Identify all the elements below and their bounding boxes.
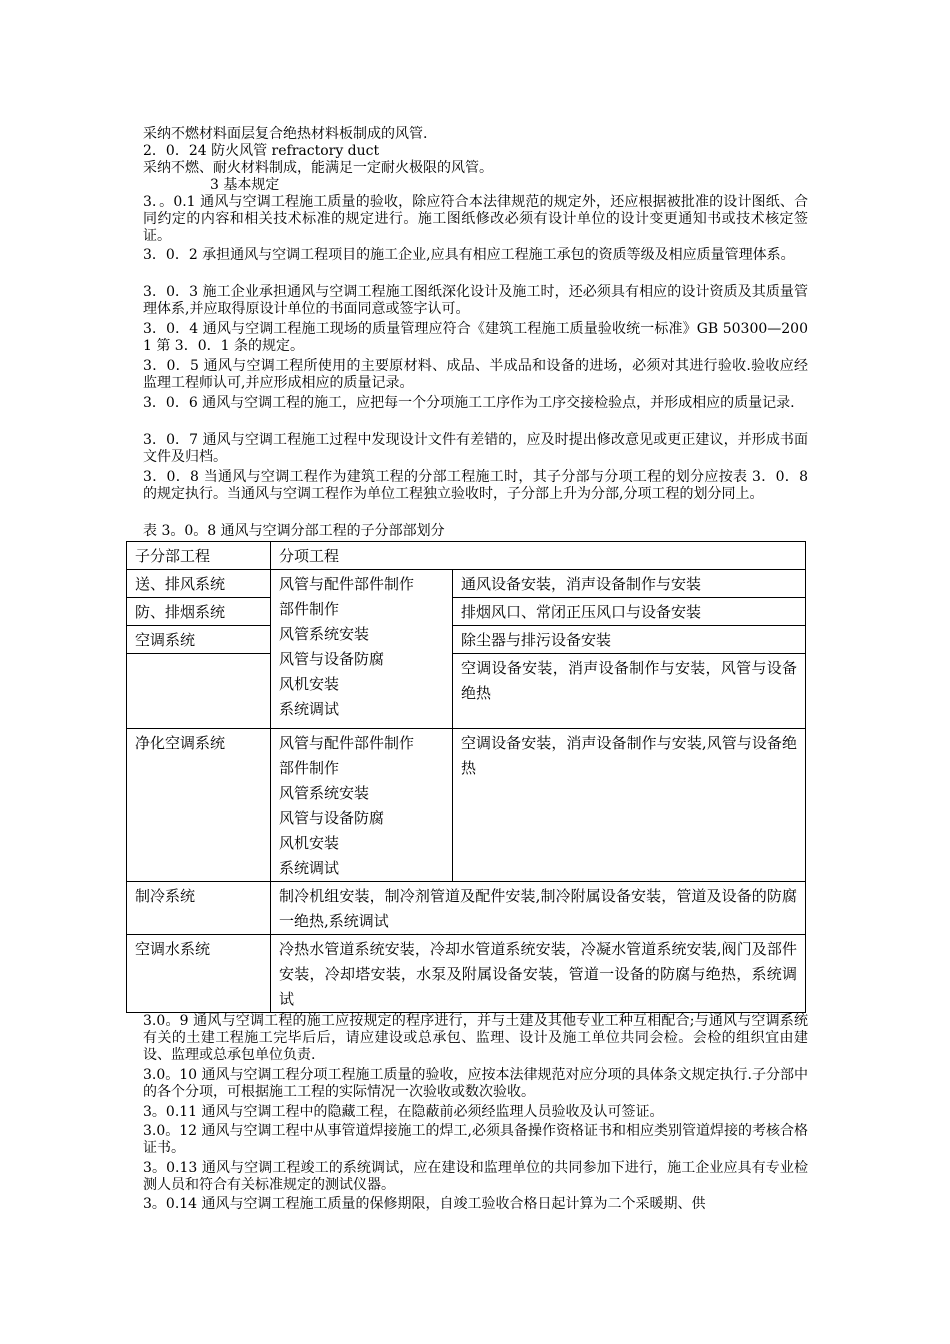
- clause-3-0-7: 3．0．7 通风与空调工程施工过程中发现设计文件有差错的，应及时提出修改意见或更正建议，并形成书面文件及归档。: [143, 432, 808, 465]
- clause-3-0-1: 3．。0.1 通风与空调工程施工质量的验收，除应符合本法律规范的规定外，还应根据被批准的设计图纸、合同约定的内容和相关技术标准的规定进行。施工图纸修改必须有设计单位的设计变更通知书或技术核定签证。: [143, 194, 808, 244]
- clause-3-0-14: 3。0.14 通风与空调工程施工质量的保修期限，自竣工验收合格日起计算为二个采暖期、供: [143, 1196, 706, 1212]
- item: 风管与配件部件制作: [279, 575, 415, 593]
- paragraph: 采纳不燃材料面层复合绝热材料板制成的风管.: [143, 126, 428, 142]
- clause-3-0-3: 3．0．3 施工企业承担通风与空调工程施工图纸深化设计及施工时，还必须具有相应的设计资质及其质量管理体系,并应取得原设计单位的书面同意或签字认可。: [143, 284, 808, 317]
- clause-3-0-13: 3。0.13 通风与空调工程竣工的系统调试，应在建设和监理单位的共同参加下进行，施工企业应具有专业检测人员和符合有关标准规定的测试仪器。: [143, 1160, 808, 1193]
- item: 系统调试: [279, 859, 340, 877]
- table-row: [127, 882, 806, 935]
- item: 风管系统安装: [279, 625, 370, 643]
- clause-3-0-11: 3。0.11 通风与空调工程中的隐藏工程，在隐蔽前必须经监理人员验收及认可签证。: [143, 1104, 664, 1120]
- item: 风管与设备防腐: [279, 809, 385, 827]
- section-heading: 3 基本规定: [210, 177, 280, 193]
- table-row: [127, 654, 806, 729]
- items-cell: 制冷机组安装，制冷剂管道及配件安装,制冷附属设备安装，管道及设备的防腐一绝热,系统调试: [271, 882, 806, 935]
- subdivision-name: 空调系统: [127, 626, 271, 654]
- table-header-row: [127, 542, 806, 570]
- header-cell: 分项工程: [271, 542, 806, 570]
- clause-3-0-8: 3．0．8 当通风与空调工程作为建筑工程的分部工程施工时，其子分部与分项工程的划分应按表 3．0．8 的规定执行。当通风与空调工程作为单位工程独立验收时，子分部上升为分部,分项工程的划分同上。: [143, 469, 808, 502]
- clause-3-0-4: 3．0．4 通风与空调工程施工现场的质量管理应符合《建筑工程施工质量验收统一标准》GB 50300—2001 第 3．0．1 条的规定。: [143, 321, 808, 354]
- clause-3-0-12: 3.0。12 通风与空调工程中从事管道焊接施工的焊工,必须具备操作资格证书和相应类别管道焊接的考核合格证书。: [143, 1123, 808, 1156]
- item: 风管与设备防腐: [279, 650, 385, 668]
- item: 风管系统安装: [279, 784, 370, 802]
- subdivision-name: 送、排风系统: [127, 570, 271, 598]
- item: 系统调试: [279, 700, 340, 718]
- common-items-cell: [271, 570, 453, 729]
- extra-items-cell: 除尘器与排污设备安装: [453, 626, 806, 654]
- clause-heading: 2．0．24 防火风管 refractory duct: [143, 143, 380, 159]
- extra-items-cell: 排烟风口、常闭正压风口与设备安装: [453, 598, 806, 626]
- subdivision-name: 净化空调系统: [127, 729, 271, 882]
- paragraph: 采纳不燃、耐火材料制成，能满足一定耐火极限的风管。: [143, 160, 493, 176]
- items-cell: 冷热水管道系统安装，冷却水管道系统安装，冷凝水管道系统安装,阀门及部件安装，冷却塔安装，水泵及附属设备安装，管道一设备的防腐与绝热，系统调试: [271, 935, 806, 1013]
- common-items-cell: [271, 729, 453, 882]
- clause-3-0-9: 3.0。9 通风与空调工程的施工应按规定的程序进行，并与土建及其他专业工种互相配合;与通风与空调系统有关的土建工程施工完毕后后，请应建设或总承包、监理、设计及施工单位共同会检。会检的组织宜由建设、监理或总承包单位负责.: [143, 1013, 808, 1063]
- clause-3-0-10: 3.0。10 通风与空调工程分项工程施工质量的验收，应按本法律规范对应分项的具体条文规定执行.子分部中的各个分项，可根据施工工程的实际情况一次验收或数次验收。: [143, 1067, 808, 1100]
- table-row: [127, 935, 806, 1013]
- subdivision-name: 防、排烟系统: [127, 598, 271, 626]
- item: 风管与配件部件制作: [279, 734, 415, 752]
- subdivision-name: 制冷系统: [127, 882, 271, 935]
- extra-items-cell: 空调设备安装，消声设备制作与安装，风管与设备绝热: [453, 654, 806, 729]
- clause-3-0-6: 3．0．6 通风与空调工程的施工，应把每一个分项施工工序作为工序交接检验点，并形成相应的质量记录.: [143, 395, 795, 411]
- clause-3-0-5: 3．0．5 通风与空调工程所使用的主要原材料、成品、半成品和设备的进场，必须对其进行验收.验收应经监理工程师认可,并应形成相应的质量记录。: [143, 358, 808, 391]
- item: 部件制作: [279, 759, 340, 777]
- table-row: [127, 598, 806, 626]
- subdivision-table: [126, 541, 806, 1013]
- table-caption: 表 3。0。8 通风与空调分部工程的子分部部划分: [143, 523, 445, 539]
- subdivision-name: 空调水系统: [127, 935, 271, 1013]
- extra-items-cell: 空调设备安装，消声设备制作与安装,风管与设备绝热: [453, 729, 806, 882]
- clause-3-0-2: 3．0．2 承担通风与空调工程项目的施工企业,应具有相应工程施工承包的资质等级及相应质量管理体系。: [143, 247, 795, 263]
- item: 风机安装: [279, 834, 340, 852]
- item: 风机安装: [279, 675, 340, 693]
- table-row: [127, 626, 806, 654]
- empty-cell: [127, 654, 271, 729]
- header-cell: 子分部工程: [127, 542, 271, 570]
- extra-items-cell: 通风设备安装，消声设备制作与安装: [453, 570, 806, 598]
- table-row: [127, 570, 806, 598]
- table-row: [127, 729, 806, 882]
- item: 部件制作: [279, 600, 340, 618]
